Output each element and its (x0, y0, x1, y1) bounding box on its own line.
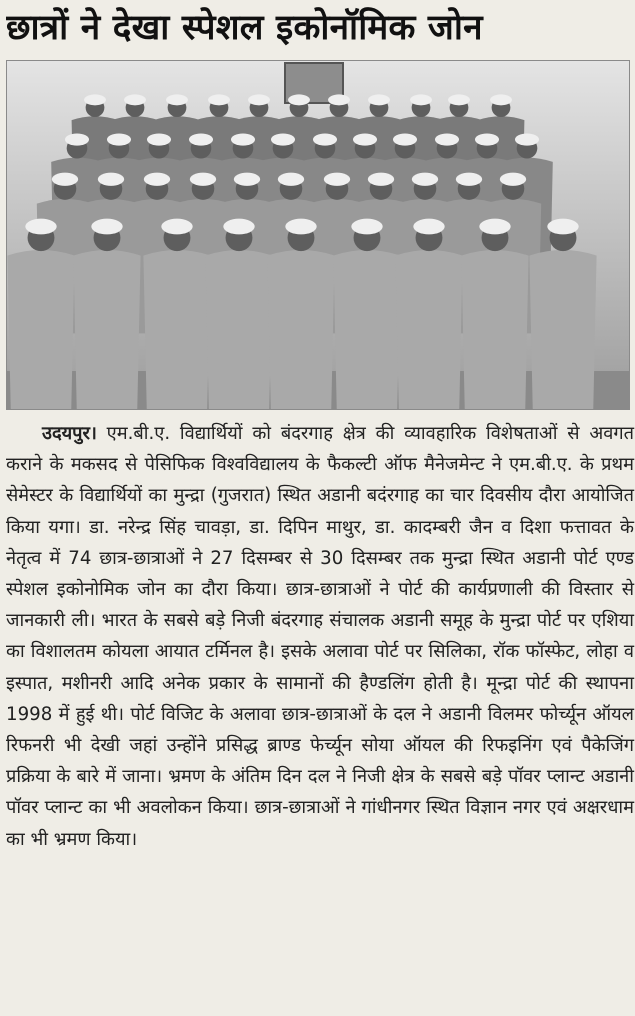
group-photo-icon (7, 61, 630, 410)
headline: छात्रों ने देखा स्पेशल इकोनॉमिक जोन (6, 8, 483, 48)
group-photo (6, 60, 630, 410)
dateline: उदयपुर। (42, 423, 97, 444)
article-text: एम.बी.ए. विद्यार्थियों को बंदरगाह क्षेत्र की व्यावहारिक विशेषताओं से अवगत कराने के मकसद से पेसिफिक विश्वविद्यालय के फैकल्टी ऑफ मैनेजमेन्ट ने एम.बी.ए. के प्रथम सेमेस्टर के विद्यार्थियों का मुन्द्रा (गुजरात) स्थित अडानी बदंरगाह का चार दिवसीय दौरा आयोजित किया यगा। डा. नरेन्द्र सिंह चावड़ा, डा. दिपिन माथुर, डा. कादम्बरी जैन व दिशा फत्तावत के नेतृत्व में 74 छात्र-छात्राओं ने 27 दिसम्बर से 30 दिसम्बर तक मुन्द्रा स्थित अडानी पोर्ट एण्ड स्पेशल इकोनोमिक जोन का दौरा किया। छात्र-छात्राओं ने पोर्ट की कार्यप्रणाली की विस्तार से जानकारी ली। भारत के सबसे बड़े निजी बंदरगाह संचालक अडानी समूह के मुन्द्रा पोर्ट पर एशिया का विशालतम कोयला आयात टर्मिनल है। इसके अलावा पोर्ट पर सिलिका, रॉक फॉस्फेट, लोहा व इस्पात, मशीनरी आदि अनेक प्रकार के सामानों की हैण्डलिंग होती है। मून्द्रा पोर्ट की स्थापना 1998 में हुई थी। पोर्ट विजिट के अलावा छात्र-छात्राओं के दल ने अडानी विलमर फोर्च्यून ऑयल रिफनरी भी देखी जहां उन्होंने प्रसिद्ध ब्राण्ड फेर्च्यून सोया ऑयल की रिफइनिंग एवं पैकेजिंग प्रक्रिया के बारे में जाना। भ्रमण के अंतिम दिन दल ने निजी क्षेत्र के सबसे बड़े पॉवर प्लान्ट अडानी पॉवर प्लान्ट का भी अवलोकन किया। छात्र-छात्राओं ने गांधीनगर स्थित विज्ञान नगर एवं अक्षरधाम का भी भ्रमण किया। (6, 423, 634, 850)
people-group (7, 94, 596, 410)
article-body (6, 418, 634, 855)
